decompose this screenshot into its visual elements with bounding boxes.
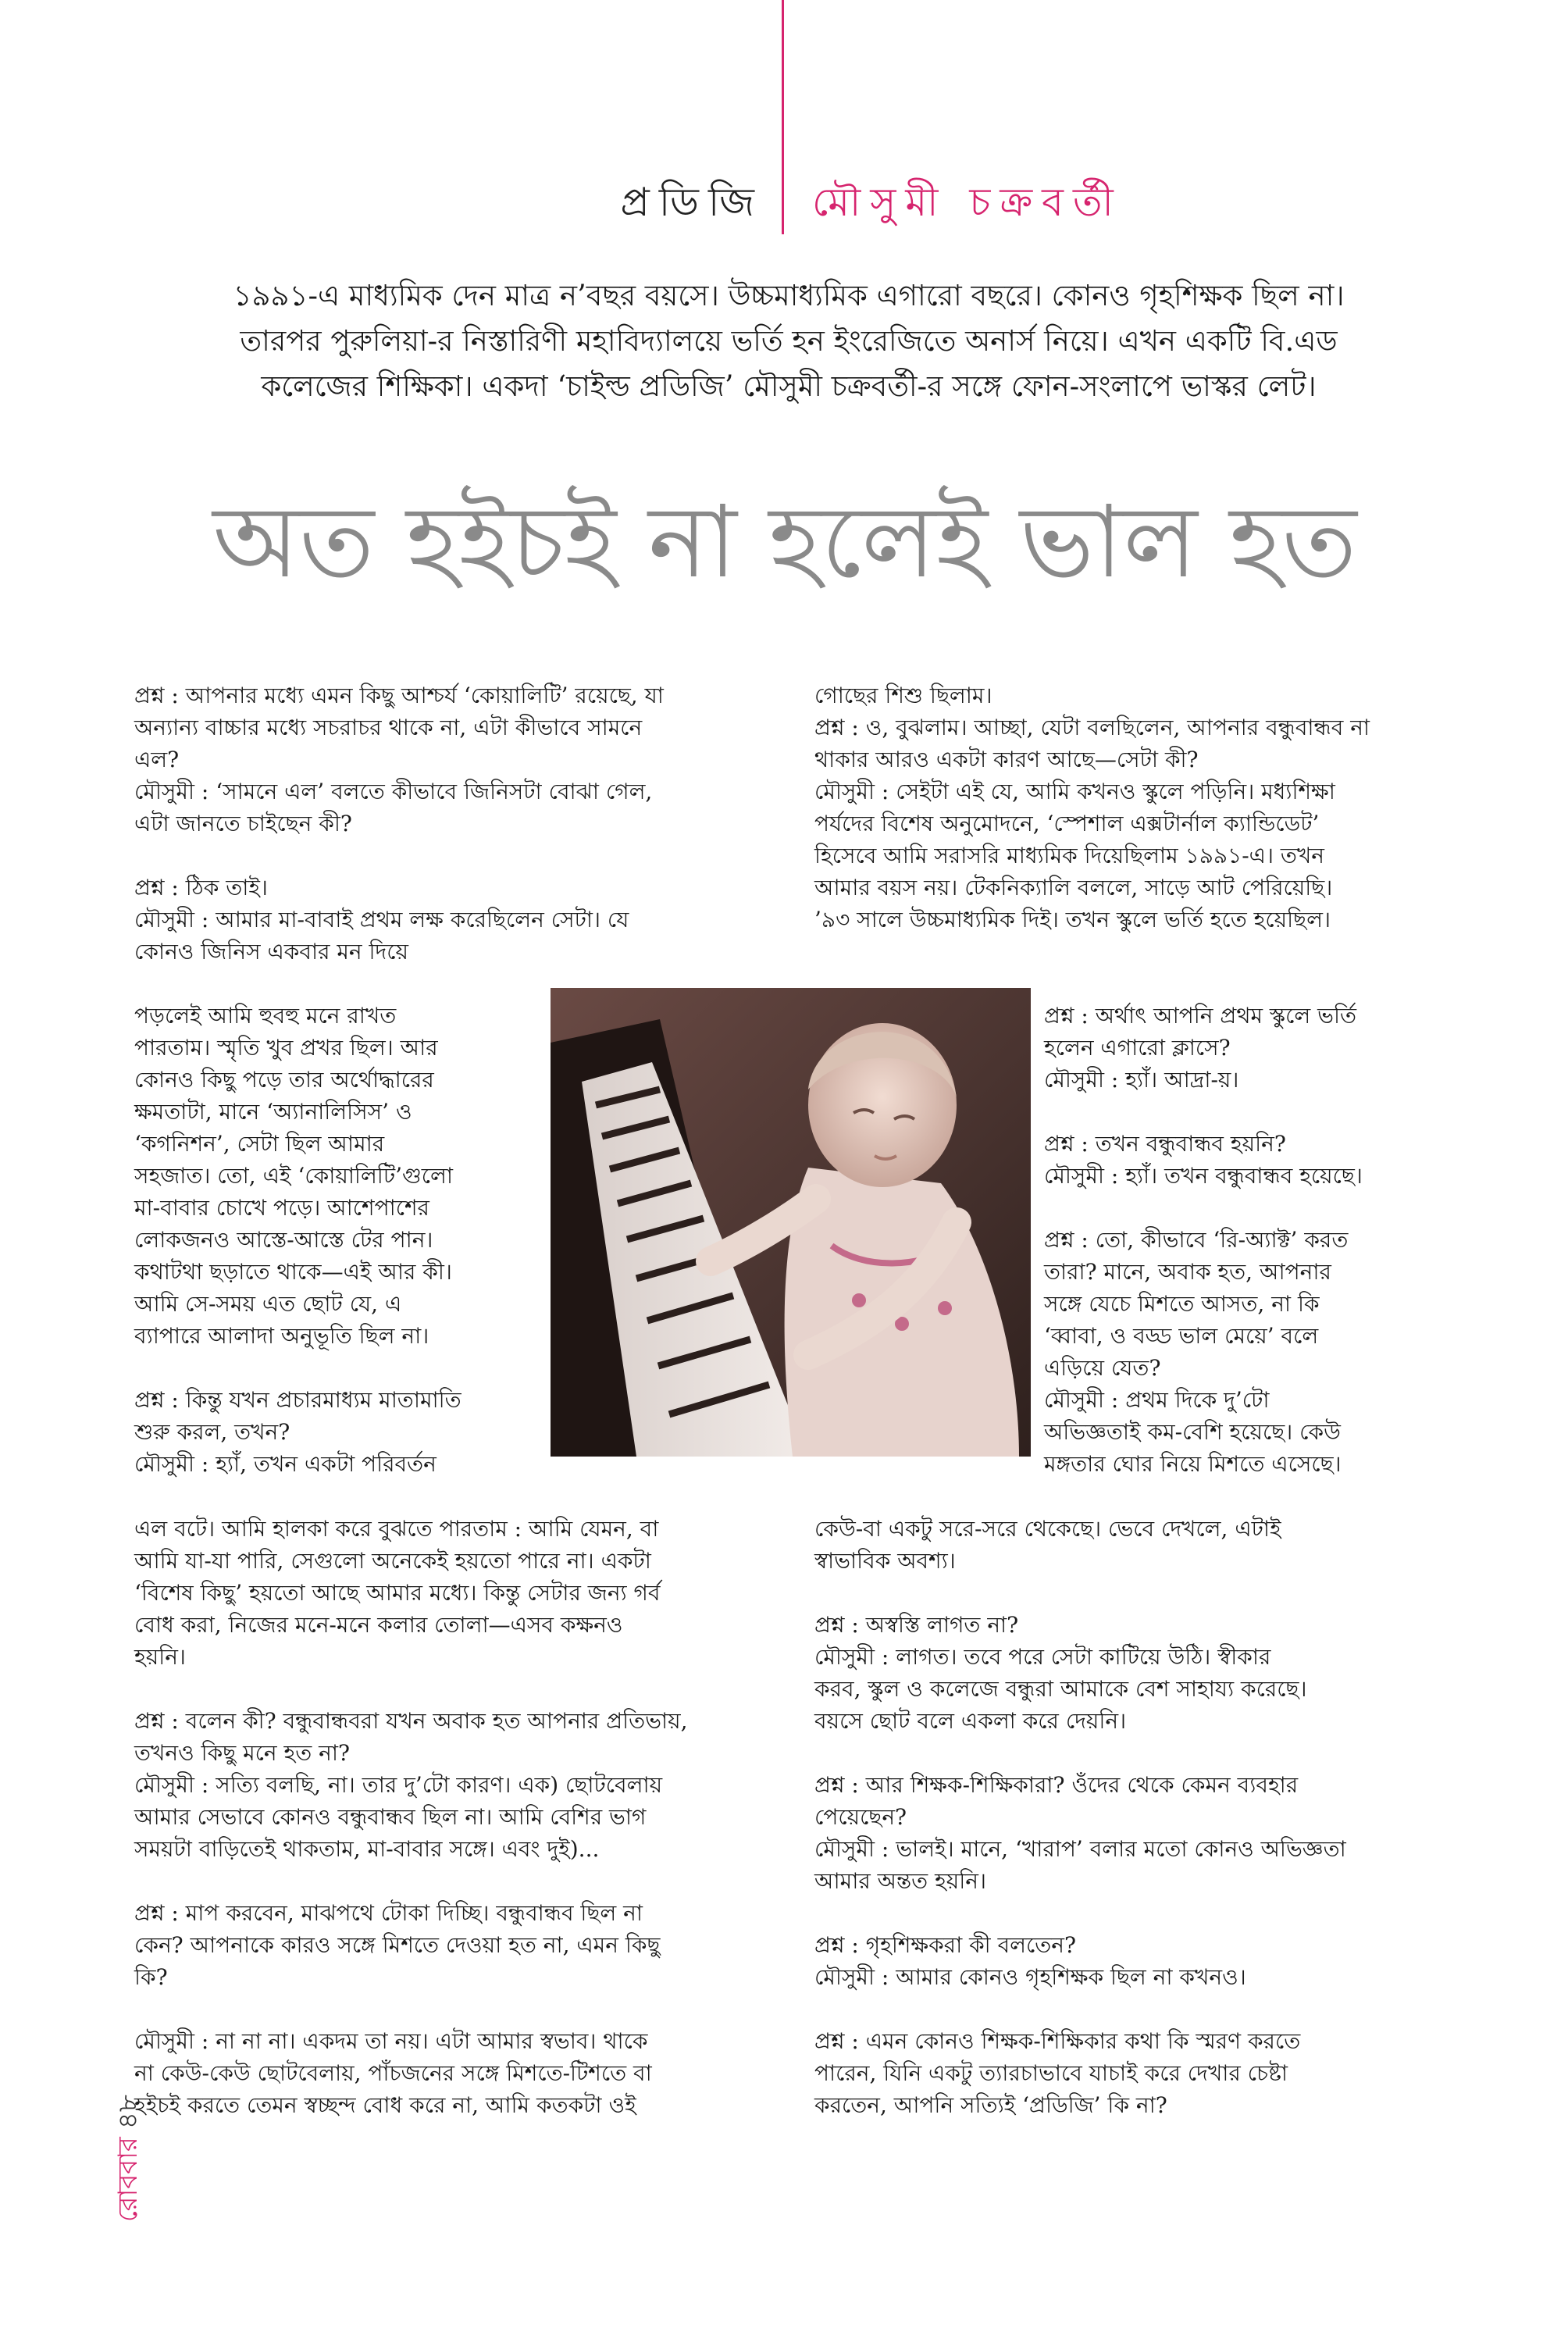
paragraph xyxy=(814,1769,1463,1897)
text-line: এল বটে। আমি হালকা করে বুঝতে পারতাম : আমি যেমন, বা xyxy=(134,1516,659,1542)
text-line: গোছের শিশু ছিলাম। xyxy=(814,683,992,708)
text-line: আমার অন্তত হয়নি। xyxy=(814,1868,987,1894)
text-line: তখনও কিছু মনে হত না? xyxy=(134,1740,350,1766)
paragraph xyxy=(134,1000,540,1352)
text-line: বয়সে ছোট বলে একলা করে দেয়নি। xyxy=(814,1708,1127,1734)
column-right-bottom xyxy=(814,1513,1463,2153)
child-piano-photo xyxy=(551,988,1031,1457)
text-line: ব্যাপারে আলাদা অনুভূতি ছিল না। xyxy=(134,1323,429,1349)
text-line: না কেউ-কেউ ছোটবেলায়, পাঁচজনের সঙ্গে মিশতে-টিশতে বা xyxy=(134,2060,652,2086)
paragraph xyxy=(814,1609,1463,1737)
paragraph xyxy=(814,1513,1463,1577)
text-line: হলেন এগারো ক্লাসে? xyxy=(1044,1035,1231,1061)
text-line: মৌসুমী : হ্যাঁ। আদ্রা-য়। xyxy=(1044,1067,1239,1093)
text-line: প্রশ্ন : ও, বুঝলাম। আচ্ছা, যেটা বলছিলেন, আপনার বন্ধুবান্ধব না xyxy=(814,715,1370,740)
paragraph xyxy=(134,872,782,968)
text-line: করতেন, আপনি সত্যিই ‘প্রডিজি’ কি না? xyxy=(814,2092,1167,2118)
text-line: মৌসুমী : আমার কোনও গৃহশিক্ষক ছিল না কখনও। xyxy=(814,1964,1246,1990)
text-line: ‘বিশেষ কিছু’ হয়তো আছে আমার মধ্যে। কিন্তু সেটার জন্য গর্ব xyxy=(134,1580,661,1606)
column-left-bottom xyxy=(134,1513,782,2153)
text-line: স্বাভাবিক অবশ্য। xyxy=(814,1548,956,1574)
child-piano-illustration xyxy=(551,988,1031,1457)
paragraph xyxy=(134,1897,782,1993)
paragraph xyxy=(814,679,1463,936)
column-right-top xyxy=(814,679,1463,968)
text-line: প্রশ্ন : মাপ করবেন, মাঝপথে টোকা দিচ্ছি। বন্ধুবান্ধব ছিল না xyxy=(134,1900,643,1926)
text-line: সঙ্গে যেচে মিশতে আসত, না কি xyxy=(1044,1291,1320,1317)
text-line: পারেন, যিনি একটু ত্যারচাভাবে যাচাই করে দেখার চেষ্টা xyxy=(814,2060,1288,2086)
text-line: প্রশ্ন : এমন কোনও শিক্ষক-শিক্ষিকার কথা কি স্মরণ করতে xyxy=(814,2028,1301,2054)
text-line: প্রশ্ন : তখন বন্ধুবান্ধব হয়নি? xyxy=(1044,1131,1286,1157)
text-line: কেন? আপনাকে কারও সঙ্গে মিশতে দেওয়া হত না, এমন কিছু xyxy=(134,1932,661,1958)
text-line: অন্যান্য বাচ্চার মধ্যে সচরাচর থাকে না, এটা কীভাবে সামনে xyxy=(134,715,643,740)
text-line: প্রশ্ন : কিন্তু যখন প্রচারমাধ্যম মাতামাতি xyxy=(134,1387,461,1413)
folio-rotated-text xyxy=(108,2095,152,2222)
text-line: এড়িয়ে যেত? xyxy=(1044,1355,1161,1381)
text-line: মৌসুমী : সত্যি বলছি, না। তার দু’টো কারণ। এক) ছোটবেলায় xyxy=(134,1772,663,1798)
text-line: ‘ব্বাবা, ও বড্ড ভাল মেয়ে’ বলে xyxy=(1044,1323,1319,1349)
text-line: সহজাত। তো, এই ‘কোয়ালিটি’গুলো xyxy=(134,1163,454,1189)
text-line: অভিজ্ঞতাই কম-বেশি হয়েছে। কেউ xyxy=(1044,1419,1341,1445)
page-folio xyxy=(75,2027,144,2222)
magazine-name: রোববার xyxy=(112,2137,144,2222)
text-line: কি? xyxy=(134,1964,168,1990)
paragraph xyxy=(1044,1000,1481,1096)
text-line: হিসেবে আমি সরাসরি মাধ্যমিক দিয়েছিলাম ১৯৯১-এ। তখন xyxy=(814,843,1325,868)
column-left-top xyxy=(134,679,782,1000)
text-line: মৌসুমী : হ্যাঁ। তখন বন্ধুবান্ধব হয়েছে। xyxy=(1044,1163,1363,1189)
text-line: প্রশ্ন : তো, কীভাবে ‘রি-অ্যাক্ট’ করত xyxy=(1044,1227,1349,1253)
intro-line: কলেজের শিক্ষিকা। একদা ‘চাইল্ড প্রডিজি’ মৌসুমী চক্রবর্তী-র সঙ্গে ফোন-সংলাপে ভাস্কর লেট। xyxy=(261,369,1317,403)
text-line: কোনও কিছু পড়ে তার অর্থোদ্ধারের xyxy=(134,1067,434,1093)
paragraph xyxy=(134,2025,782,2121)
paragraph xyxy=(134,679,782,840)
text-line: মৌসুমী : না না না। একদম তা নয়। এটা আমার স্বভাব। থাকে xyxy=(134,2028,648,2054)
text-line: মৌসুমী : প্রথম দিকে দু’টো xyxy=(1044,1387,1270,1413)
text-line: মৌসুমী : ‘সামনে এল’ বলতে কীভাবে জিনিসটা বোঝা গেল, xyxy=(134,779,653,804)
paragraph xyxy=(134,1513,782,1673)
text-line: আমি যা-যা পারি, সেগুলো অনেকেই হয়তো পারে না। একটা xyxy=(134,1548,651,1574)
text-line: মৌসুমী : সেইটা এই যে, আমি কখনও স্কুলে পড়িনি। মধ্যশিক্ষা xyxy=(814,779,1335,804)
text-line: ‘কগনিশন’, সেটা ছিল আমার xyxy=(134,1131,385,1157)
text-line: আমি সে-সময় এত ছোট যে, এ xyxy=(134,1291,402,1317)
text-line: প্রশ্ন : অস্বস্তি লাগত না? xyxy=(814,1612,1019,1638)
text-line: এটা জানতে চাইছেন কী? xyxy=(134,811,352,836)
text-line: আমার বয়স নয়। টেকনিক্যালি বললে, সাড়ে আট পেরিয়েছি। xyxy=(814,875,1333,900)
text-line: মৌসুমী : হ্যাঁ, তখন একটা পরিবর্তন xyxy=(134,1451,437,1477)
text-line: পর্যদের বিশেষ অনুমোদনে, ‘স্পেশাল এক্সটার্নাল ক্যান্ডিডেট’ xyxy=(814,811,1320,836)
text-line: আমার সেভাবে কোনও বন্ধুবান্ধব ছিল না। আমি বেশির ভাগ xyxy=(134,1804,647,1830)
paragraph xyxy=(134,1384,540,1480)
text-line: মৌসুমী : আমার মা-বাবাই প্রথম লক্ষ করেছিলেন সেটা। যে xyxy=(134,907,629,933)
text-line: প্রশ্ন : আপনার মধ্যে এমন কিছু আশ্চর্য ‘কোয়ালিটি’ রয়েছে, যা xyxy=(134,683,664,708)
text-line: কেউ-বা একটু সরে-সরে থেকেছে। ভেবে দেখলে, এটাই xyxy=(814,1516,1281,1542)
text-line: এল? xyxy=(134,747,180,772)
text-line: প্রশ্ন : আর শিক্ষক-শিক্ষিকারা? ওঁদের থেকে কেমন ব্যবহার xyxy=(814,1772,1299,1798)
page-number: ৪৮ xyxy=(112,2095,144,2130)
text-line: পারতাম। স্মৃতি খুব প্রখর ছিল। আর xyxy=(134,1035,438,1061)
paragraph xyxy=(814,2025,1463,2121)
text-line: কোনও জিনিস একবার মন দিয়ে xyxy=(134,939,408,965)
author-name: মৌসুমী চক্রবর্তী xyxy=(812,180,1123,225)
page-header xyxy=(0,164,1568,250)
text-line: মৌসুমী : লাগত। তবে পরে সেটা কাটিয়ে উঠি। স্বীকার xyxy=(814,1644,1271,1670)
text-line: মা-বাবার চোখে পড়ে। আশেপাশের xyxy=(134,1195,429,1221)
text-line: প্রশ্ন : বলেন কী? বন্ধুবান্ধবরা যখন অবাক হত আপনার প্রতিভায়, xyxy=(134,1708,688,1734)
text-line: করব, স্কুল ও কলেজে বন্ধুরা আমাকে বেশ সাহায্য করেছে। xyxy=(814,1676,1307,1702)
text-line: কথাটথা ছড়াতে থাকে—এই আর কী। xyxy=(134,1259,452,1285)
text-line: প্রশ্ন : অর্থাৎ আপনি প্রথম স্কুলে ভর্তি xyxy=(1044,1003,1356,1029)
text-line: হয়নি। xyxy=(134,1644,186,1670)
text-line: ’৯৩ সালে উচ্চমাধ্যমিক দিই। তখন স্কুলে ভর্তি হতে হয়েছিল। xyxy=(814,907,1331,933)
intro-line: ১৯৯১-এ মাধ্যমিক দেন মাত্র ন’বছর বয়সে। উচ্চমাধ্যমিক এগারো বছরে। কোনও গৃহশিক্ষক ছিল না। xyxy=(233,279,1345,312)
text-line: মৌসুমী : ভালই। মানে, ‘খারাপ’ বলার মতো কোনও অভিজ্ঞতা xyxy=(814,1836,1346,1862)
text-line: লোকজনও আস্তে-আস্তে টের পান। xyxy=(134,1227,433,1253)
text-line: পড়লেই আমি হুবহু মনে রাখত xyxy=(134,1003,397,1029)
text-line: তারা? মানে, অবাক হত, আপনার xyxy=(1044,1259,1331,1285)
text-line: সময়টা বাড়িতেই থাকতাম, মা-বাবার সঙ্গে। এবং দুই)... xyxy=(134,1836,600,1862)
text-line: শুরু করল, তখন? xyxy=(134,1419,290,1445)
section-label: প্রডিজি xyxy=(620,180,764,225)
paragraph xyxy=(1044,1224,1481,1480)
headline: অত হইচই না হলেই ভাল হত xyxy=(212,484,1357,601)
text-line: পেয়েছেন? xyxy=(814,1804,907,1830)
text-line: প্রশ্ন : ঠিক তাই। xyxy=(134,875,268,900)
paragraph xyxy=(814,1929,1463,1993)
text-line: বোধ করা, নিজের মনে-মনে কলার তোলা—এসব কক্ষনও xyxy=(134,1612,623,1638)
text-line: ক্ষমতাটা, মানে ‘অ্যানালিসিস’ ও xyxy=(134,1099,412,1125)
intro-standfirst xyxy=(156,273,1421,409)
column-left-narrow xyxy=(134,1000,540,1512)
text-line: থাকার আরও একটা কারণ আছে—সেটা কী? xyxy=(814,747,1199,772)
paragraph xyxy=(134,1705,782,1865)
text-line: হইচই করতে তেমন স্বচ্ছন্দ বোধ করে না, আমি কতকটা ওই xyxy=(134,2092,636,2118)
column-right-narrow xyxy=(1044,1000,1481,1512)
text-line: প্রশ্ন : গৃহশিক্ষকরা কী বলতেন? xyxy=(814,1932,1077,1958)
intro-line: তারপর পুরুলিয়া-র নিস্তারিণী মহাবিদ্যালয়ে ভর্তি হন ইংরেজিতে অনার্স নিয়ে। এখন একটি বি.এড xyxy=(240,324,1338,358)
text-line: মঙ্গতার ঘোর নিয়ে মিশতে এসেছে। xyxy=(1044,1451,1342,1477)
paragraph xyxy=(1044,1128,1481,1192)
